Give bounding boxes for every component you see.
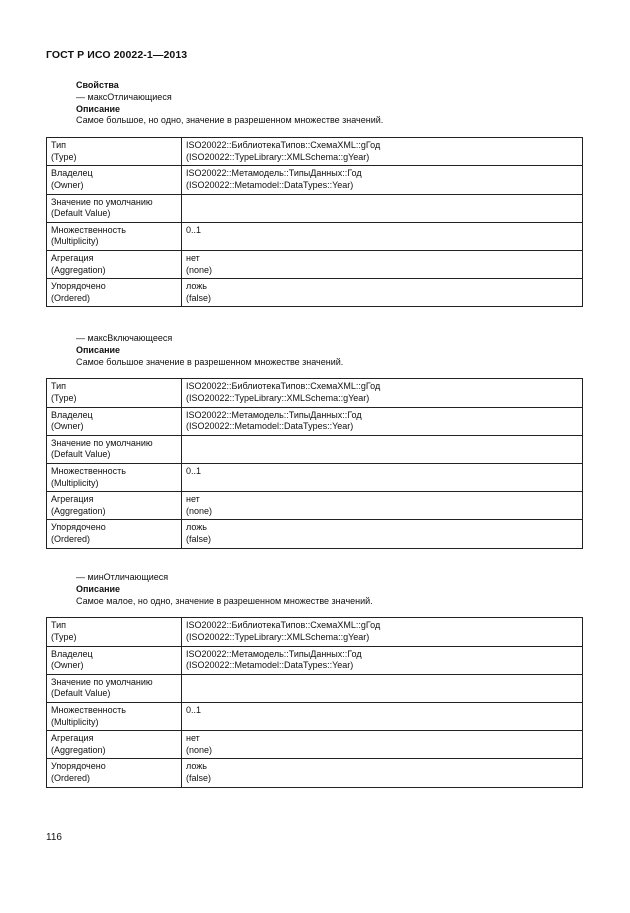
description-heading: Описание xyxy=(76,344,121,355)
table-row xyxy=(47,646,583,674)
attribute-label: Упорядочено xyxy=(51,761,106,772)
attribute-label-cell xyxy=(47,379,182,407)
attribute-label: (Aggregation) xyxy=(51,505,106,516)
attribute-value: 0..1 xyxy=(186,465,202,476)
table-row xyxy=(47,194,583,222)
table-row xyxy=(47,166,583,194)
attribute-value-cell xyxy=(182,435,583,463)
attribute-label-cell xyxy=(47,194,182,222)
attribute-label: (Owner) xyxy=(51,179,84,190)
attribute-label: Владелец xyxy=(51,168,93,179)
table-row xyxy=(47,407,583,435)
attribute-value-cell xyxy=(182,492,583,520)
attribute-label: Агрегация xyxy=(51,733,94,744)
attribute-value: (ISO20022::TypeLibrary::XMLSchema::gYear) xyxy=(186,631,370,642)
attribute-value-cell xyxy=(182,379,583,407)
attribute-value: 0..1 xyxy=(186,224,202,235)
attribute-value: ISO20022::БиблиотекаТипов::СхемаXML::gГод xyxy=(186,381,381,392)
attribute-label: (Default Value) xyxy=(51,688,111,699)
attribute-label: Агрегация xyxy=(51,494,94,505)
attribute-label-cell xyxy=(47,250,182,278)
property-section xyxy=(46,333,583,549)
table-row xyxy=(47,279,583,307)
attribute-label: (Type) xyxy=(51,631,77,642)
attribute-value-cell xyxy=(182,250,583,278)
attribute-label-cell xyxy=(47,731,182,759)
attribute-label: Тип xyxy=(51,381,67,392)
attribute-value-cell xyxy=(182,520,583,548)
property-name: — максВключающееся xyxy=(76,333,173,343)
attribute-value: (ISO20022::Metamodel::DataTypes::Year) xyxy=(186,421,354,432)
attribute-label: (Multiplicity) xyxy=(51,236,99,247)
attribute-value-cell xyxy=(182,279,583,307)
section-heading: Свойства xyxy=(76,80,119,90)
attribute-label: (Default Value) xyxy=(51,208,111,219)
description-text: Самое малое, но одно, значение в разрешенном множестве значений. xyxy=(76,595,373,606)
attribute-label-cell xyxy=(47,674,182,702)
property-name: — максОтличающиеся xyxy=(76,91,172,102)
attribute-value: (none) xyxy=(186,264,213,275)
table-row xyxy=(47,463,583,491)
table-row xyxy=(47,520,583,548)
table-row xyxy=(47,759,583,787)
attribute-value: (false) xyxy=(186,533,212,544)
attribute-label: Владелец xyxy=(51,409,93,420)
attribute-label-cell xyxy=(47,492,182,520)
attribute-label: (Multiplicity) xyxy=(51,477,99,488)
attribute-value-cell xyxy=(182,646,583,674)
property-section xyxy=(46,80,583,307)
attribute-label: Значение по умолчанию xyxy=(51,196,153,207)
attribute-label: Множественность xyxy=(51,224,126,235)
attribute-value: ложь xyxy=(186,281,207,292)
attribute-value-cell xyxy=(182,731,583,759)
table-row xyxy=(47,379,583,407)
attribute-value-cell xyxy=(182,463,583,491)
attribute-value: (none) xyxy=(186,505,213,516)
attribute-label: Множественность xyxy=(51,704,126,715)
attribute-label: (Owner) xyxy=(51,660,84,671)
attribute-value: ISO20022::Метамодель::ТипыДанных::Год xyxy=(186,168,362,179)
attribute-value-cell xyxy=(182,194,583,222)
attribute-value: (ISO20022::TypeLibrary::XMLSchema::gYear) xyxy=(186,151,370,162)
attribute-value: нет xyxy=(186,252,200,263)
attribute-label: (Ordered) xyxy=(51,533,91,544)
attribute-label-cell xyxy=(47,520,182,548)
table-row xyxy=(47,731,583,759)
table-row xyxy=(47,222,583,250)
attribute-label: Значение по умолчанию xyxy=(51,437,153,448)
property-section xyxy=(46,572,583,788)
attribute-value: ложь xyxy=(186,522,207,533)
table-row xyxy=(47,435,583,463)
attribute-value-cell xyxy=(182,407,583,435)
property-table xyxy=(46,378,583,548)
table-row xyxy=(47,674,583,702)
attribute-value: нет xyxy=(186,494,200,505)
attribute-label: Множественность xyxy=(51,465,126,476)
attribute-value: 0..1 xyxy=(186,704,202,715)
attribute-label-cell xyxy=(47,166,182,194)
attribute-value: (ISO20022::Metamodel::DataTypes::Year) xyxy=(186,179,354,190)
table-row xyxy=(47,618,583,646)
attribute-value-cell xyxy=(182,674,583,702)
attribute-value-cell xyxy=(182,702,583,730)
attribute-label-cell xyxy=(47,435,182,463)
property-table xyxy=(46,617,583,787)
attribute-value-cell xyxy=(182,222,583,250)
attribute-value: нет xyxy=(186,733,200,744)
attribute-label: (Default Value) xyxy=(51,449,111,460)
attribute-value-cell xyxy=(182,759,583,787)
property-name: — минОтличающиеся xyxy=(76,572,169,582)
attribute-value: ISO20022::Метамодель::ТипыДанных::Год xyxy=(186,648,362,659)
attribute-value: (false) xyxy=(186,772,212,783)
table-row xyxy=(47,702,583,730)
attribute-label: Упорядочено xyxy=(51,522,106,533)
attribute-value: ложь xyxy=(186,761,207,772)
attribute-label: (Multiplicity) xyxy=(51,716,99,727)
attribute-value-cell xyxy=(182,166,583,194)
description-heading: Описание xyxy=(76,103,121,114)
attribute-label-cell xyxy=(47,646,182,674)
attribute-label-cell xyxy=(47,759,182,787)
attribute-value-cell xyxy=(182,618,583,646)
attribute-value-cell xyxy=(182,138,583,166)
description-text: Самое большое, но одно, значение в разрешенном множестве значений. xyxy=(76,115,384,126)
table-row xyxy=(47,138,583,166)
description-heading: Описание xyxy=(76,583,121,594)
attribute-value: (false) xyxy=(186,292,212,303)
table-row xyxy=(47,250,583,278)
attribute-label: (Ordered) xyxy=(51,292,91,303)
attribute-label: Владелец xyxy=(51,648,93,659)
attribute-label-cell xyxy=(47,138,182,166)
attribute-label-cell xyxy=(47,702,182,730)
attribute-label: (Owner) xyxy=(51,421,84,432)
attribute-label: (Aggregation) xyxy=(51,744,106,755)
description-text: Самое большое значение в разрешенном множестве значений. xyxy=(76,356,344,367)
attribute-label: Значение по умолчанию xyxy=(51,676,153,687)
attribute-label: (Aggregation) xyxy=(51,264,106,275)
attribute-label: Тип xyxy=(51,140,67,151)
attribute-label: (Ordered) xyxy=(51,772,91,783)
attribute-label-cell xyxy=(47,279,182,307)
attribute-value: (ISO20022::TypeLibrary::XMLSchema::gYear) xyxy=(186,392,370,403)
attribute-value: ISO20022::Метамодель::ТипыДанных::Год xyxy=(186,409,362,420)
attribute-label-cell xyxy=(47,407,182,435)
attribute-label: Агрегация xyxy=(51,252,94,263)
table-row xyxy=(47,492,583,520)
attribute-value: (none) xyxy=(186,744,213,755)
attribute-label: (Type) xyxy=(51,392,77,403)
attribute-value: ISO20022::БиблиотекаТипов::СхемаXML::gГод xyxy=(186,620,381,631)
attribute-label-cell xyxy=(47,222,182,250)
attribute-label-cell xyxy=(47,463,182,491)
attribute-value: (ISO20022::Metamodel::DataTypes::Year) xyxy=(186,660,354,671)
document-standard-header: ГОСТ Р ИСО 20022-1—2013 xyxy=(46,49,188,61)
attribute-value: ISO20022::БиблиотекаТипов::СхемаXML::gГод xyxy=(186,140,381,151)
attribute-label: Тип xyxy=(51,620,67,631)
attribute-label: Упорядочено xyxy=(51,281,106,292)
page-number: 116 xyxy=(46,832,62,843)
property-table xyxy=(46,137,583,307)
attribute-label-cell xyxy=(47,618,182,646)
attribute-label: (Type) xyxy=(51,151,77,162)
